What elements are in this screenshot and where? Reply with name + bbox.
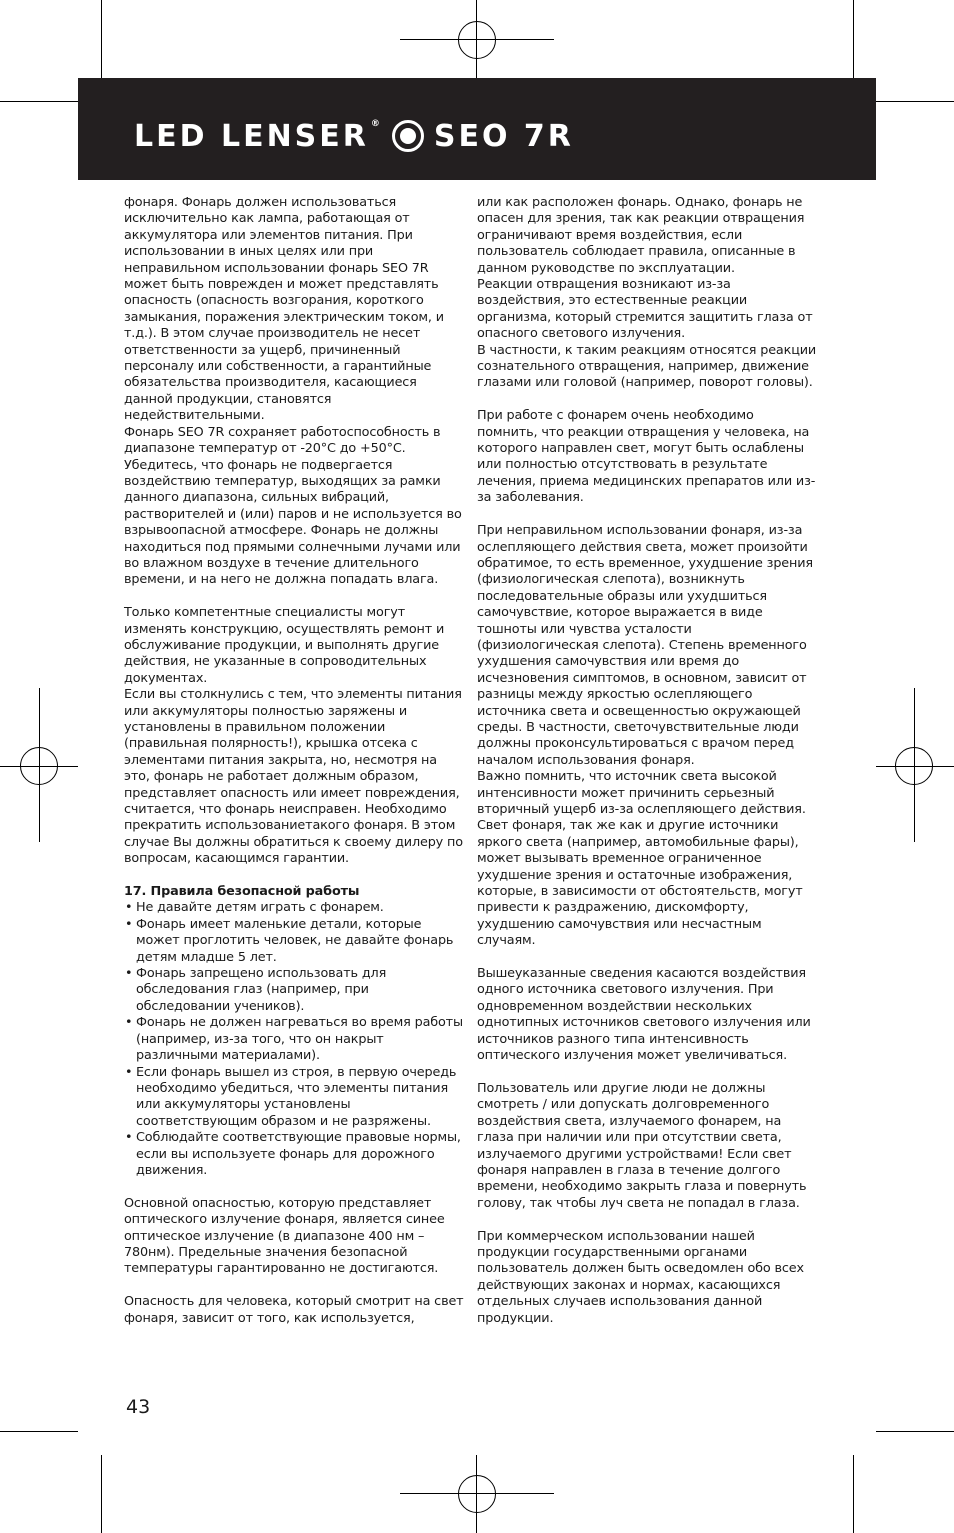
list-item: • Фонарь не должен нагреваться во время работы (например, из-за того, что он накрыт различными материалами).	[124, 1015, 464, 1064]
list-item: • Если фонарь вышел из строя, в первую очередь необходимо убедиться, что элементы питания или аккумуляторы установлены соответствующим образом и не разряжены.	[124, 1065, 464, 1131]
brand-name: LED LENSER	[134, 118, 369, 154]
list-item: • Соблюдайте соответствующие правовые нормы, если вы используете фонарь для дорожного движения.	[124, 1130, 464, 1179]
right-column	[477, 195, 817, 1327]
paragraph: Основной опасностью, которую представляет оптического излучение фонаря, является синее оптическое излучение (в диапазоне 400 нм – 780нм). Предельные значения безопасной температуры гарантированно не достигаются.	[124, 1195, 445, 1277]
section-title: 17. Правила безопасной работы	[124, 884, 360, 900]
crop-mark	[0, 101, 78, 102]
paragraph: Фонарь SEO 7R сохраняет работоспособность в диапазоне температур от -20°C до +50°C. Убедитесь, что фонарь не подвергается воздействию температур, выходящих за рамки данного диапазона, сильных вибраций, растворителей и (или) паров и не используется во взрывоопасной атмосфере. Фонарь не должны находиться под прямыми солнечными лучами или во влажном воздухе в течение длительного времени, и на него не должна попадать влага.	[124, 424, 462, 588]
paragraph: фонаря. Фонарь должен использоваться исключительно как лампа, работающая от аккумулятора или элементов питания. При использовании в иных целях или при неправильном использовании фонарь SEO 7R может быть поврежден и может представлять опасность (опасность возгорания, короткого замыкания, поражения электрическим током, и т.д.). В этом случае производитель не несет ответственности за ущерб, причиненный персоналу или собственности, а гарантийные обязательства производителя, касающиеся данной продукции, становятся недействительными.	[124, 195, 444, 424]
registration-mark-bottom-circle	[458, 1475, 496, 1513]
paragraph: Вышеуказанные сведения касаются воздействия одного источника светового излучения. При одновременном воздействии нескольких однотипных источников светового излучения или источников разного типа интенсивность оптического излучения может увеличиваться.	[477, 966, 811, 1064]
paragraph: Реакции отвращения возникают из-за воздействия, это естественные реакции организма, который стремится защитить глаза от опасного светового излучения.	[477, 277, 813, 342]
list-item: • Фонарь имеет маленькие детали, которые может проглотить человек, не давайте фонарь детям младше 5 лет.	[124, 917, 464, 966]
paragraph: Опасность для человека, который смотрит на свет фонаря, зависит от того, как используется,	[124, 1294, 464, 1326]
page-number: 43	[126, 1396, 151, 1418]
page-header	[78, 78, 876, 180]
registration-mark-top-circle	[458, 21, 496, 59]
paragraph: Пользователь или другие люди не должны смотреть / или допускать долговременного воздействия света, излучаемого фонарем, на глаза при наличии или при отсутствии света, излучаемого другими устройствами! Если свет фонаря направлен в глаза в течение долгого времени, необходимо закрыть глаза и повернуть голову, так чтобы луч света не попадал в глаза.	[477, 1080, 807, 1211]
crop-mark	[876, 1431, 954, 1432]
paragraph: При неправильном использовании фонаря, из-за ослепляющего действия света, может произойти обратимое, то есть временное, ухудшение зрения (физиологическая слепота), возникнуть последовательные образы или ухудшиться самочувствие, которое выражается в виде тошноты или чувства усталости (физиологическая слепота). Степень временного ухудшения самочувствия или время до исчезновения симптомов, в основном, зависит от разницы между яркостью ослепляющего источника света и освещенностью окружающей среды. В частности, светочувствительные люди должны проконсультироваться с врачом перед началом использования фонаря.	[477, 523, 813, 768]
paragraph: Важно помнить, что источник света высокой интенсивности может причинить серьезный вторичный ущерб из-за ослепляющего действия. Свет фонаря, так же как и другие источники яркого света (например, автомобильные фары), может вызывать временное ограниченное ухудшение зрения и остаточные изображения, которые, в зависимости от обстоятельств, могут привести к раздражению, дискомфорту, ухудшению самочувствия или несчастным случаям.	[477, 769, 806, 949]
list-item: • Не давайте детям играть с фонарем.	[124, 900, 464, 916]
list-item: • Фонарь запрещено использовать для обследования глаз (например, при обследовании учеников).	[124, 966, 464, 1015]
paragraph: В частности, к таким реакциям относятся реакции сознательного отвращения, например, движение глазами или головой (например, поворот головы).	[477, 342, 817, 391]
registered-mark: ®	[370, 119, 380, 129]
crop-mark	[876, 101, 954, 102]
registration-mark-left-circle	[20, 747, 58, 785]
crop-mark	[101, 0, 102, 78]
left-column	[124, 195, 464, 1327]
safety-rules-list	[124, 900, 464, 1179]
paragraph: или как расположен фонарь. Однако, фонарь не опасен для зрения, так как реакции отвращения ограничивают время воздействия, если пользователь соблюдает правила, описанные в данном руководстве по эксплуатации.	[477, 195, 805, 276]
brand-logo	[134, 116, 574, 156]
crop-mark	[101, 1455, 102, 1533]
crop-mark	[853, 0, 854, 78]
model-name: SEO 7R	[433, 118, 574, 154]
paragraph: Если вы столкнулись с тем, что элементы питания или аккумуляторы полностью заряжены и установлены в правильном положении (правильная полярность!), крышка отсека с элементами питания закрыта, но, несмотря на это, фонарь не работает должным образом, представляет опасность или имеет повреждения, считается, что фонарь неисправен. Необходимо прекратить использованиетакого фонаря. В этом случае Вы должны обратиться к своему дилеру по вопросам, касающимся гарантии.	[124, 687, 463, 867]
paragraph: Только компетентные специалисты могут изменять конструкцию, осуществлять ремонт и обслуживание продукции, и выполнять другие действия, не указанные в сопроводительных документах.	[124, 605, 445, 686]
registration-mark-right-circle	[895, 747, 933, 785]
crop-mark	[853, 1455, 854, 1533]
brand-circle-icon	[392, 120, 424, 152]
paragraph: При коммерческом использовании нашей продукции государственными органами пользователь должен быть осведомлен обо всех действующих законах и нормах, касающихся отдельных случаев использования данной продукции.	[477, 1228, 804, 1326]
crop-mark	[0, 1431, 78, 1432]
paragraph: При работе с фонарем очень необходимо помнить, что реакции отвращения у человека, на которого направлен свет, могут быть ослаблены или полностью отсутствовать в результате лечения, приема медицинских препаратов или из-за заболевания.	[477, 408, 816, 506]
